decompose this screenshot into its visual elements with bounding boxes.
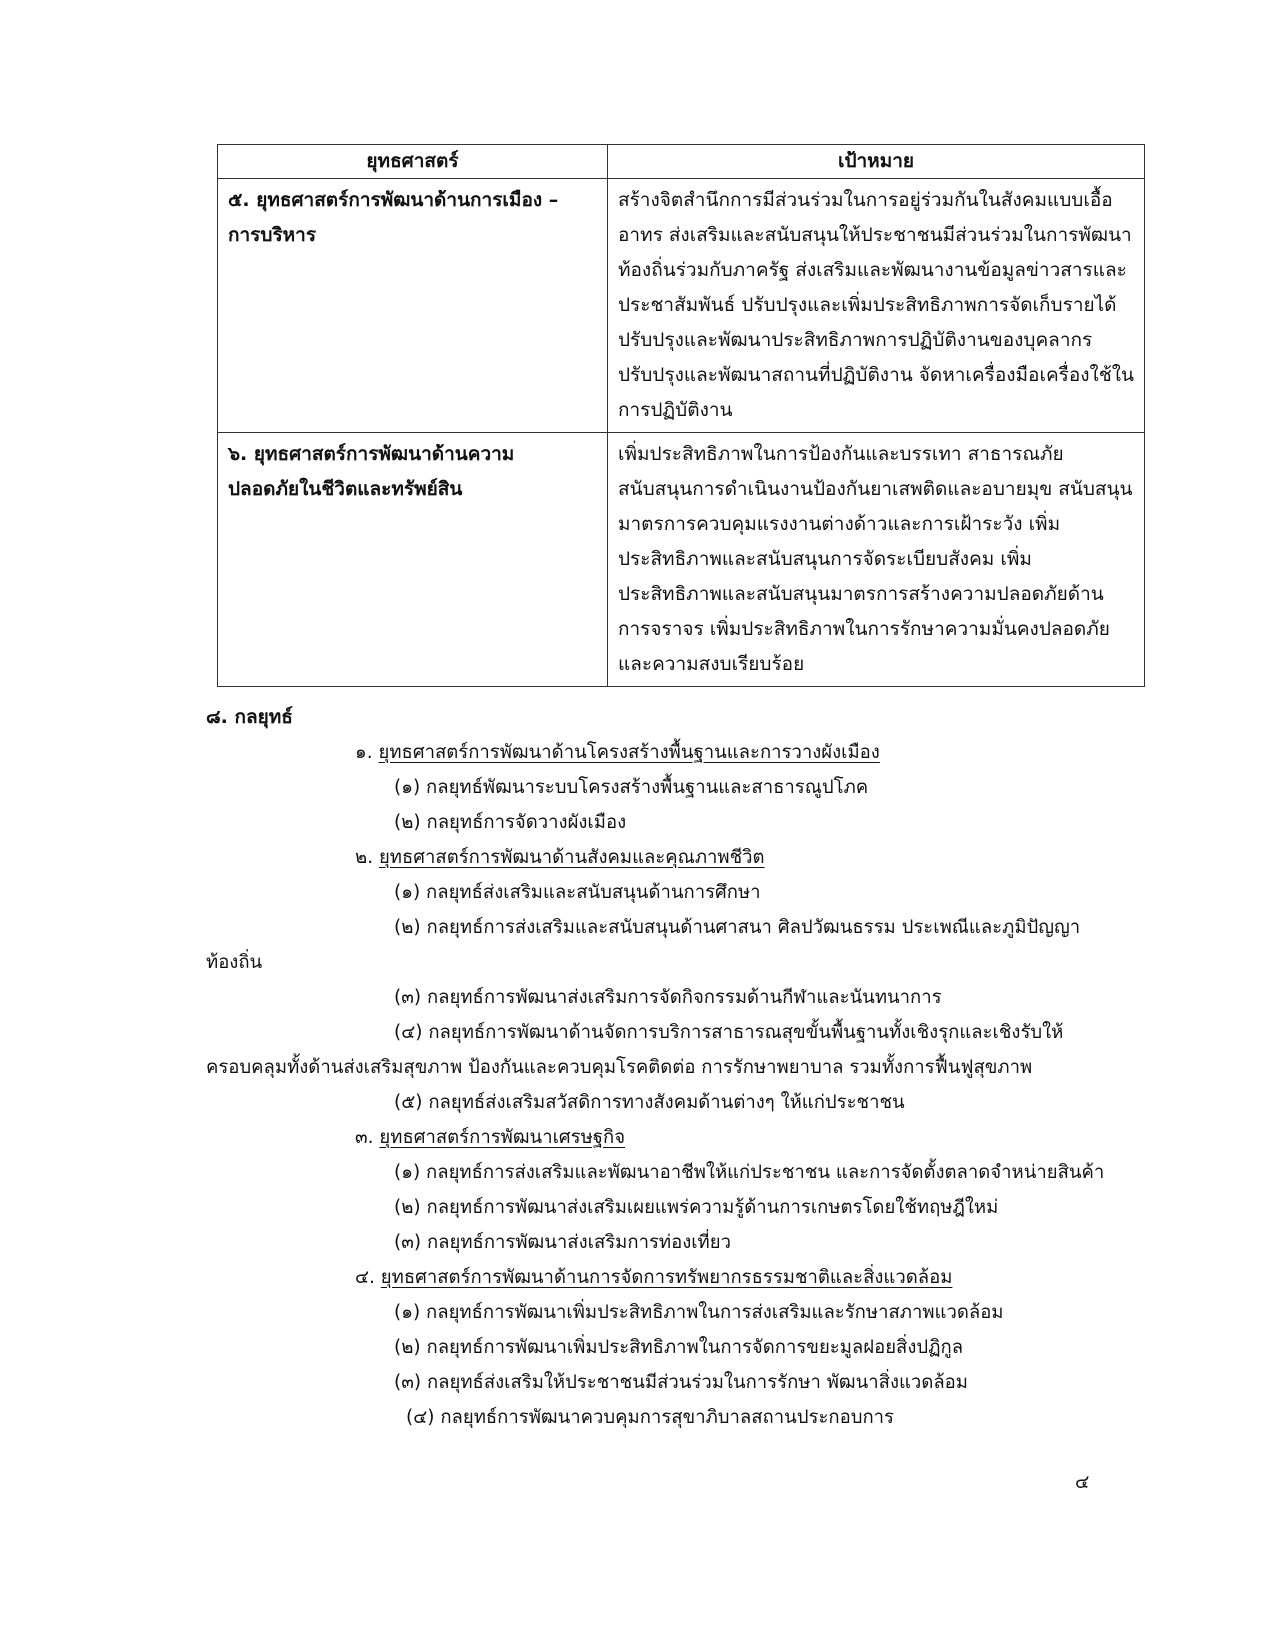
strategy-line: ปลอดภัยในชีวิตและทรัพย์สิน bbox=[228, 478, 463, 500]
goal-line: มาตรการควบคุมแรงงานต่างด้าวและการเฝ้าระวัง เพิ่ม bbox=[617, 513, 1061, 535]
strategy-heading bbox=[0, 840, 1275, 875]
goal-line: ประสิทธิภาพและสนับสนุนมาตรการสร้างความปลอดภัยด้าน bbox=[617, 583, 1104, 605]
table-header-row bbox=[218, 145, 1145, 179]
strategy-goal-table bbox=[217, 144, 1145, 687]
strategy-cell bbox=[218, 179, 608, 433]
strategy-title: ยุทธศาสตร์การพัฒนาด้านสังคมและคุณภาพชีวิต bbox=[378, 847, 765, 868]
goal-line: ท้องถิ่นร่วมกับภาครัฐ ส่งเสริมและพัฒนางานข้อมูลข่าวสารและ bbox=[617, 259, 1127, 281]
strategy-number: ๑. bbox=[355, 742, 373, 763]
tactic-item: (๔) กลยุทธ์การพัฒนาด้านจัดการบริการสาธารณสุขขั้นพื้นฐานทั้งเชิงรุกและเชิงรับให้ bbox=[394, 1022, 1064, 1043]
strategy-title: ยุทธศาสตร์การพัฒนาด้านโครงสร้างพื้นฐานและการวางผังเมือง bbox=[378, 742, 880, 763]
page-number: ๔ bbox=[1075, 1471, 1090, 1493]
tactic-item: (๑) กลยุทธ์พัฒนาระบบโครงสร้างพื้นฐานและสาธารณูปโภค bbox=[394, 777, 869, 798]
strategy-line: ๖. ยุทธศาสตร์การพัฒนาด้านความ bbox=[228, 443, 515, 465]
goal-line: เพิ่มประสิทธิภาพในการป้องกันและบรรเทา สาธารณภัย bbox=[617, 443, 1064, 465]
header-strategy: ยุทธศาสตร์ bbox=[218, 145, 608, 179]
tactic-item: (๑) กลยุทธ์การส่งเสริมและพัฒนาอาชีพให้แก่ประชาชน และการจัดตั้งตลาดจำหน่ายสินค้า bbox=[394, 1162, 1105, 1183]
goal-cell bbox=[607, 179, 1144, 433]
goal-line: การจราจร เพิ่มประสิทธิภาพในการรักษาความมั่นคงปลอดภัย bbox=[617, 618, 1110, 640]
section-title: ๘. กลยุทธ์ bbox=[206, 706, 293, 728]
goal-line: สนับสนุนการดำเนินงานป้องกันยาเสพติดและอบายมุข สนับสนุน bbox=[617, 478, 1133, 500]
goal-line: ปรับปรุงและพัฒนาสถานที่ปฏิบัติงาน จัดหาเครื่องมือเครื่องใช้ใน bbox=[617, 364, 1134, 386]
table-row bbox=[218, 179, 1145, 433]
strategy-plan-list bbox=[0, 735, 1275, 1435]
strategy-line: การบริหาร bbox=[228, 224, 317, 246]
strategy-title: ยุทธศาสตร์การพัฒนาด้านการจัดการทรัพยากรธรรมชาติและสิ่งแวดล้อม bbox=[380, 1267, 953, 1288]
tactic-item: (๒) กลยุทธ์การจัดวางผังเมือง bbox=[394, 812, 627, 833]
goal-line: การปฏิบัติงาน bbox=[617, 399, 733, 421]
strategy-heading bbox=[0, 735, 1275, 770]
tactic-item: (๒) กลยุทธ์การพัฒนาเพิ่มประสิทธิภาพในการจัดการขยะมูลฝอยสิ่งปฏิกูล bbox=[394, 1337, 964, 1358]
tactic-item: (๓) กลยุทธ์การพัฒนาส่งเสริมการจัดกิจกรรมด้านกีฬาและนันทนาการ bbox=[394, 987, 942, 1008]
goal-line: ประสิทธิภาพและสนับสนุนการจัดระเบียบสังคม เพิ่ม bbox=[617, 548, 1032, 570]
header-goal: เป้าหมาย bbox=[607, 145, 1144, 179]
strategy-number: ๒. bbox=[355, 847, 374, 868]
strategy-number: ๔. bbox=[355, 1267, 375, 1288]
tactic-item: (๓) กลยุทธ์ส่งเสริมให้ประชาชนมีส่วนร่วมในการรักษา พัฒนาสิ่งแวดล้อม bbox=[394, 1372, 968, 1393]
strategy-cell bbox=[218, 433, 608, 687]
goal-cell bbox=[607, 433, 1144, 687]
tactic-item: (๑) กลยุทธ์การพัฒนาเพิ่มประสิทธิภาพในการส่งเสริมและรักษาสภาพแวดล้อม bbox=[394, 1302, 1004, 1323]
goal-line: ปรับปรุงและพัฒนาประสิทธิภาพการปฏิบัติงานของบุคลากร bbox=[617, 329, 1093, 351]
goal-line: อาทร ส่งเสริมและสนับสนุนให้ประชาชนมีส่วนร่วมในการพัฒนา bbox=[617, 224, 1132, 246]
table-row bbox=[218, 433, 1145, 687]
goal-line: สร้างจิตสำนึกการมีส่วนร่วมในการอยู่ร่วมกันในสังคมแบบเอื้อ bbox=[617, 189, 1113, 211]
goal-line: ประชาสัมพันธ์ ปรับปรุงและเพิ่มประสิทธิภาพการจัดเก็บรายได้ bbox=[617, 294, 1117, 316]
strategy-heading bbox=[0, 1120, 1275, 1155]
tactic-continuation: ท้องถิ่น bbox=[206, 952, 263, 973]
strategy-number: ๓. bbox=[355, 1127, 374, 1148]
tactic-item: (๒) กลยุทธ์การส่งเสริมและสนับสนุนด้านศาสนา ศิลปวัฒนธรรม ประเพณีและภูมิปัญญา bbox=[394, 917, 1081, 938]
strategy-title: ยุทธศาสตร์การพัฒนาเศรษฐกิจ bbox=[379, 1127, 626, 1148]
tactic-item: (๔) กลยุทธ์การพัฒนาควบคุมการสุขาภิบาลสถานประกอบการ bbox=[406, 1407, 894, 1428]
strategy-line: ๕. ยุทธศาสตร์การพัฒนาด้านการเมือง – bbox=[228, 189, 559, 211]
tactic-item: (๑) กลยุทธ์ส่งเสริมและสนับสนุนด้านการศึกษา bbox=[394, 882, 761, 903]
goal-line: และความสงบเรียบร้อย bbox=[617, 653, 805, 675]
tactic-item: (๒) กลยุทธ์การพัฒนาส่งเสริมเผยแพร่ความรู้ด้านการเกษตรโดยใช้ทฤษฎีใหม่ bbox=[394, 1197, 999, 1218]
strategy-heading bbox=[0, 1260, 1275, 1295]
tactic-item: (๕) กลยุทธ์ส่งเสริมสวัสดิการทางสังคมด้านต่างๆ ให้แก่ประชาชน bbox=[394, 1092, 905, 1113]
tactic-continuation: ครอบคลุมทั้งด้านส่งเสริมสุขภาพ ป้องกันและควบคุมโรคติดต่อ การรักษาพยาบาล รวมทั้งการฟื้นฟูสุขภาพ bbox=[206, 1057, 1033, 1078]
tactic-item: (๓) กลยุทธ์การพัฒนาส่งเสริมการท่องเที่ยว bbox=[394, 1232, 731, 1253]
